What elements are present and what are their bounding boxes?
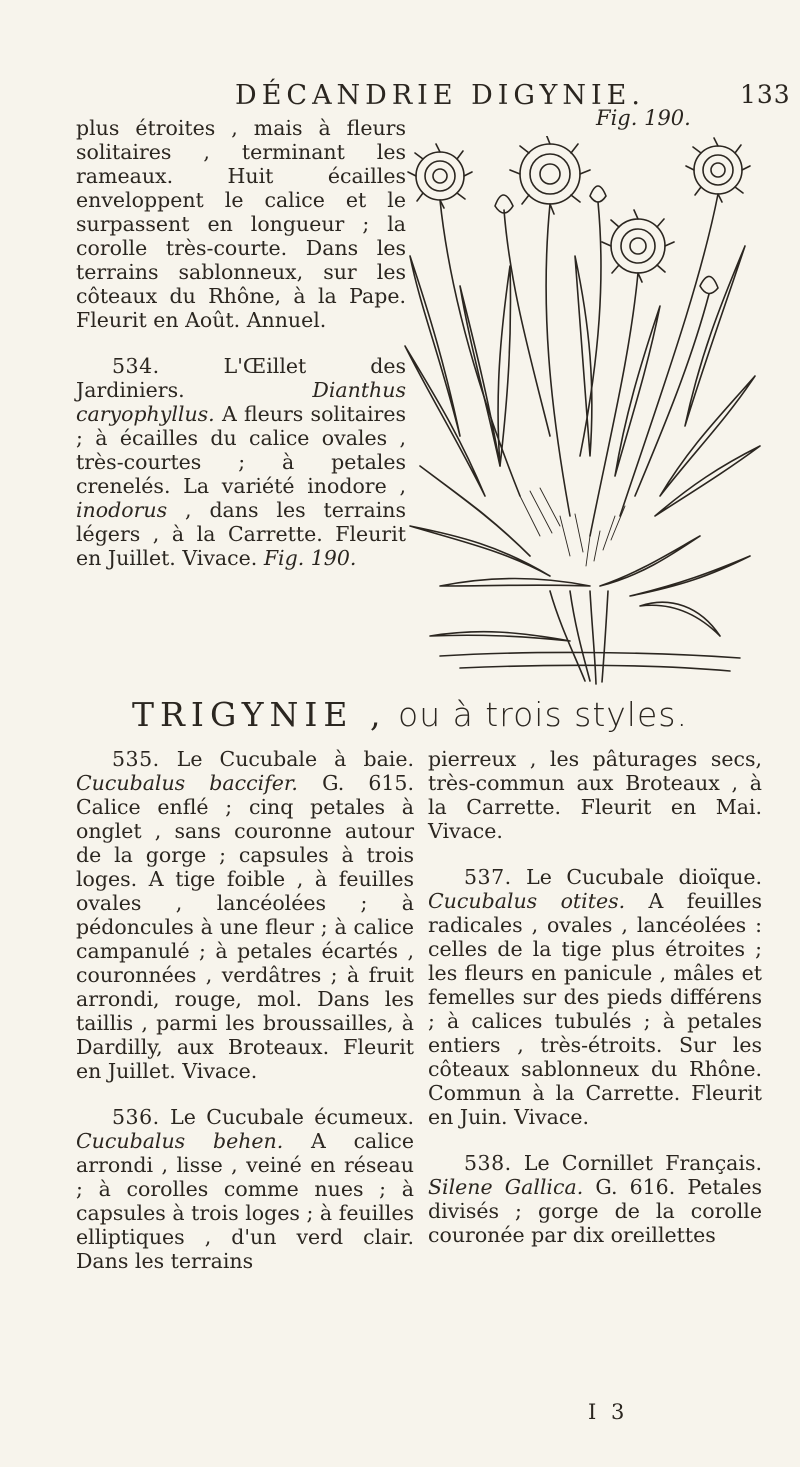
entry-number: 538. [464, 1151, 512, 1175]
carnation-leaf [660, 376, 755, 496]
flower-bud [590, 186, 606, 202]
flower-head [510, 136, 590, 214]
entry-common-name: Le Cornillet Français. [523, 1151, 762, 1175]
flower-head [602, 210, 674, 282]
section-title: TRIGYNIE , [132, 695, 387, 734]
flower-head [686, 138, 750, 202]
entry-537 [428, 865, 762, 1129]
flower-head [408, 144, 472, 208]
section-heading [60, 695, 760, 734]
root-tuft [550, 591, 608, 684]
entry-number: 534. [112, 354, 160, 378]
carnation-leaf [410, 526, 550, 576]
entry-number: 537. [464, 865, 512, 889]
continued-paragraph: pierreux , les pâturages secs, très-commun aux Broteaux , à la Carrette. Fleurit en Mai. Vivace. [428, 747, 762, 843]
carnation-leaf [640, 602, 720, 636]
entry-description: G. 615. Calice enflé ; cinq petales à onglet , sans couronne autour de la gorge ; capsules à trois loges. A tige foible , à feuilles ovales , lancéolées ; à pédoncules à une fleur ; à calice campanulé ; à petales écartés , couronnées , verdâtres ; à fruit arrondi, rouge, mol. Dans les taillis , parmi les broussailles, à Dardilly, aux Broteaux. Fleurit en Juillet. Vivace. [76, 771, 414, 1083]
carnation-leaf [630, 556, 750, 596]
entry-number: 535. [112, 747, 160, 771]
entry-latin-name: Cucubalus otites. [428, 889, 626, 913]
entry-description: A feuilles radicales , ovales , lancéolées : celles de la tige plus étroites ; les fleurs en panicule , mâles et femelles sur des pieds différens ; à calices tubulés ; à petales entiers , très-étroits. Sur les côteaux sablonneux du Rhône. Commun à la Carrette. Fleurit en Juin. Vivace. [428, 889, 762, 1129]
entry-description: A calice arrondi , lisse , veiné en réseau ; à corolles comme nues ; à capsules à trois loges ; à feuilles elliptiques , d'un verd clair. Dans les terrains [76, 1129, 414, 1273]
flower-bud [700, 276, 718, 293]
continued-paragraph: plus étroites , mais à fleurs solitaires , terminant les rameaux. Huit écailles enveloppent le calice et le surpassent en longueur ; la corolle très-courte. Dans les terrains sablonneux, sur les côteaux du Rhône, à la Pape. Fleurit en Août. Annuel. [76, 116, 406, 332]
entry-description-cont: , dans les terrains légers , à la Carrette. Fleurit en Juillet. Vivace. [76, 498, 406, 570]
carnation-engraving [400, 136, 770, 692]
carnation-leaf [460, 286, 500, 466]
entry-number: 536. [112, 1105, 160, 1129]
carnation-leaf [655, 446, 760, 516]
entry-common-name: Le Cucubale dioïque. [526, 865, 762, 889]
entry-latin-name: Silene Gallica. [428, 1175, 584, 1199]
carnation-leaf [405, 346, 485, 496]
section-subtitle: ou à trois styles. [398, 695, 688, 734]
carnation-leaf [575, 256, 592, 456]
carnation-leaf [430, 632, 570, 641]
figure-label: Fig. 190. [596, 106, 691, 130]
variety-latin-name: inodorus [76, 498, 168, 522]
entry-common-name: Le Cucubale à baie. [176, 747, 414, 771]
entry-535 [76, 747, 414, 1083]
entry-latin-name: Cucubalus baccifer. [76, 771, 298, 795]
carnation-leaf [498, 266, 510, 466]
carnation-leaf [685, 246, 745, 426]
engraving-hatching [520, 488, 625, 566]
entry-common-name: L'Œillet des Jardiniers. [76, 354, 406, 402]
top-left-column [76, 116, 406, 570]
running-title: DÉCANDRIE DIGYNIE. [235, 80, 645, 111]
figure-reference: Fig. 190. [263, 546, 357, 570]
page-number: 133 [740, 80, 791, 109]
entry-536 [76, 1105, 414, 1273]
carnation-illustration [400, 136, 770, 692]
ground-line [440, 652, 740, 671]
entry-description: G. 616. Petales divisés ; gorge de la corolle couronée par dix oreillettes [428, 1175, 762, 1247]
signature-mark: I 3 [588, 1400, 629, 1424]
carnation-leaf [600, 536, 700, 586]
plant-stems [440, 194, 718, 536]
entry-538 [428, 1151, 762, 1247]
entry-description: A fleurs solitaires ; à écailles du calice ovales , très-courtes ; à petales crenelés. La variété inodore , [76, 402, 406, 498]
entry-common-name: Le Cucubale écumeux. [170, 1105, 414, 1129]
right-column [428, 747, 762, 1247]
entry-latin-name: Dianthus caryophyllus. [76, 378, 406, 426]
entry-534 [76, 354, 406, 570]
carnation-leaf [440, 579, 590, 587]
left-column [76, 747, 414, 1273]
entry-latin-name: Cucubalus behen. [76, 1129, 284, 1153]
